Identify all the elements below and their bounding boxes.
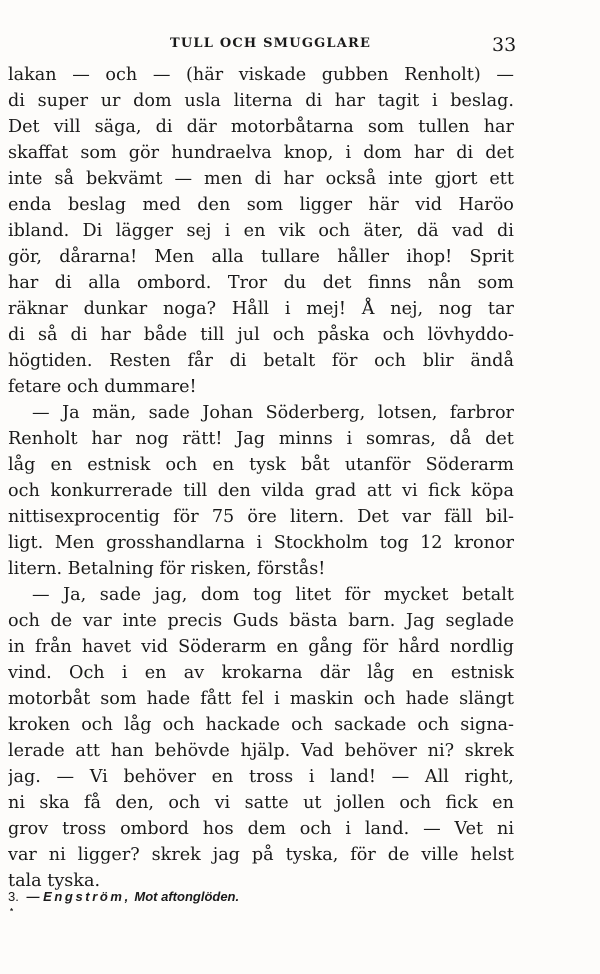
text-line: lerade att han behövde hjälp. Vad behöver ni? skrek: [8, 741, 514, 761]
text-line: inte så bekvämt — men di har också inte gjort ett: [8, 169, 514, 189]
text-line: var ni ligger? skrek jag på tyska, för de ville helst: [8, 845, 514, 865]
text-line: högtiden. Resten får di betalt för och blir ändå: [8, 351, 514, 371]
text-line: nittisexprocentig för 75 öre litern. Det var fäll bil-: [8, 507, 514, 527]
footnote-number: 3.: [8, 889, 19, 904]
text-line: Renholt har nog rätt! Jag minns i somras, då det: [8, 429, 514, 449]
text-line: — Ja, sade jag, dom tog litet för mycket betalt: [32, 585, 514, 605]
footnote-title: Mot aftonglöden.: [134, 889, 240, 904]
text-line: och konkurrerade till den vilda grad att vi fick köpa: [8, 481, 514, 501]
text-line: skaffat som gör hundraelva knop, i dom har di det: [8, 143, 514, 163]
text-line: — Ja män, sade Johan Söderberg, lotsen, farbror: [32, 403, 514, 423]
page-number: 33: [492, 34, 517, 56]
footnote-author: Engström,: [43, 889, 131, 904]
text-line: litern. Betalning för risken, förstås!: [8, 559, 326, 579]
text-line: in från havet vid Söderarm en gång för hård nordlig: [8, 637, 514, 657]
text-line: kroken och låg och hackade och sackade och signa-: [8, 715, 514, 735]
footnote: [8, 889, 240, 916]
running-head-title: TULL OCH SMUGGLARE: [170, 36, 372, 51]
signature-mark: *: [10, 907, 14, 916]
text-line: ibland. Di lägger sej i en vik och äter, dä vad di: [8, 221, 514, 241]
text-line: di så di har både till jul och påska och lövhyddo-: [8, 325, 514, 345]
text-line: låg en estnisk och en tysk båt utanför Söderarm: [8, 455, 514, 475]
text-line: di super ur dom usla literna di har tagit i beslag.: [8, 91, 514, 111]
text-line: motorbåt som hade fått fel i maskin och hade slängt: [8, 689, 514, 709]
footnote-dash: —: [26, 889, 40, 904]
text-line: räknar dunkar noga? Håll i mej! Å nej, nog tar: [8, 299, 514, 319]
body-text: [8, 62, 514, 894]
text-line: gör, dårarna! Men alla tullare håller ihop! Sprit: [8, 247, 514, 267]
text-line: grov tross ombord hos dem och i land. — Vet ni: [8, 819, 514, 839]
text-line: fetare och dummare!: [8, 377, 197, 397]
text-line: Det vill säga, di där motorbåtarna som tullen har: [8, 117, 514, 137]
running-head: [0, 34, 600, 58]
text-line: enda beslag med den som ligger här vid Haröo: [8, 195, 514, 215]
text-line: har di alla ombord. Tror du det finns nån som: [8, 273, 514, 293]
text-line: ligt. Men grosshandlarna i Stockholm tog 12 kronor: [8, 533, 514, 553]
text-line: och de var inte precis Guds bästa barn. Jag seglade: [8, 611, 514, 631]
text-line: jag. — Vi behöver en tross i land! — All right,: [8, 767, 514, 787]
text-line: vind. Och i en av krokarna där låg en estnisk: [8, 663, 514, 683]
text-line: ni ska få den, och vi satte ut jollen och fick en: [8, 793, 514, 813]
text-line: lakan — och — (här viskade gubben Renholt) —: [8, 65, 514, 85]
text-line: tala tyska.: [8, 871, 101, 891]
